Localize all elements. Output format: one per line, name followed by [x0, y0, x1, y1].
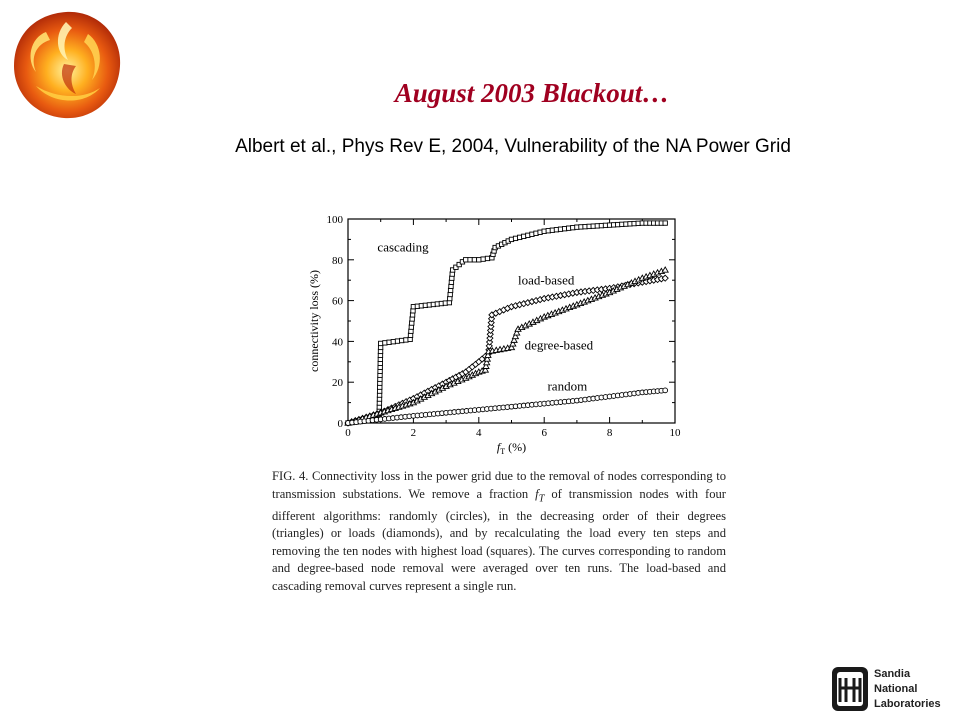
series-point-cascading: [387, 340, 391, 344]
series-point-cascading: [477, 258, 481, 262]
series-point-cascading: [464, 258, 468, 262]
caption-text: FIG. 4. Connectivity loss in the power grid due to the removal of nodes corresponding to transmission substations. We remove a fraction $f_T$ of transmission nodes with four different algorithms: randomly (circles), in the decreasing order of their degrees (triangles) or loads (diamonds), and by recalculating the load every ten steps and removing the ten nodes with highest load (squares). The curves corresponding to random and degree-based node removal were averaged over ten runs. The load-based and cascading removal curves represent a single run.: [272, 469, 727, 594]
series-point-cascading: [481, 257, 485, 261]
y-axis-label: connectivity loss (%): [307, 270, 321, 372]
series-point-random: [663, 388, 668, 393]
series-point-cascading: [391, 339, 395, 343]
y-tick-label: 80: [332, 254, 343, 267]
org-name-line: National: [874, 683, 918, 695]
series-point-cascading: [379, 341, 383, 345]
figure-caption: [272, 468, 726, 596]
sandia-thunderbird-icon: [832, 667, 868, 711]
x-tick-label: 10: [669, 427, 681, 439]
series-point-cascading: [383, 341, 387, 345]
x-tick-label: 6: [541, 427, 547, 439]
x-tick-label: 0: [345, 427, 351, 439]
series-point-cascading: [404, 338, 408, 342]
series-point-degree-based: [662, 267, 668, 272]
org-name-line: Laboratories: [874, 698, 941, 710]
series-point-cascading: [663, 221, 667, 225]
x-tick-label: 4: [476, 427, 482, 439]
series-point-cascading: [395, 339, 399, 343]
series-degree-based: [345, 267, 668, 425]
annotation-load-based: load-based: [518, 272, 575, 288]
annotation-cascading: cascading: [377, 239, 429, 255]
x-axis-label: $f_T$ (%): [496, 440, 527, 455]
connectivity-loss-chart: [300, 205, 700, 455]
annotation-random: random: [547, 378, 588, 394]
series-point-cascading: [472, 258, 476, 262]
series-point-cascading: [468, 258, 472, 262]
slide-title: August 2003 Blackout…: [394, 78, 670, 108]
sandia-labs-logo: [830, 664, 948, 714]
org-name-line: Sandia: [874, 668, 911, 680]
series-point-cascading: [485, 256, 489, 260]
annotation-degree-based: degree-based: [524, 337, 594, 353]
y-tick-label: 40: [332, 336, 343, 349]
slide-subtitle: Albert et al., Phys Rev E, 2004, Vulnerability of the NA Power Grid: [235, 136, 791, 157]
y-tick-label: 100: [326, 214, 343, 226]
y-tick-label: 60: [332, 295, 343, 308]
y-tick-label: 0: [337, 418, 343, 430]
y-tick-label: 20: [332, 377, 343, 390]
series-point-cascading: [400, 338, 404, 342]
x-tick-label: 8: [606, 427, 613, 439]
x-tick-label: 2: [410, 427, 417, 439]
caption-variable: $f_T$: [535, 486, 545, 505]
